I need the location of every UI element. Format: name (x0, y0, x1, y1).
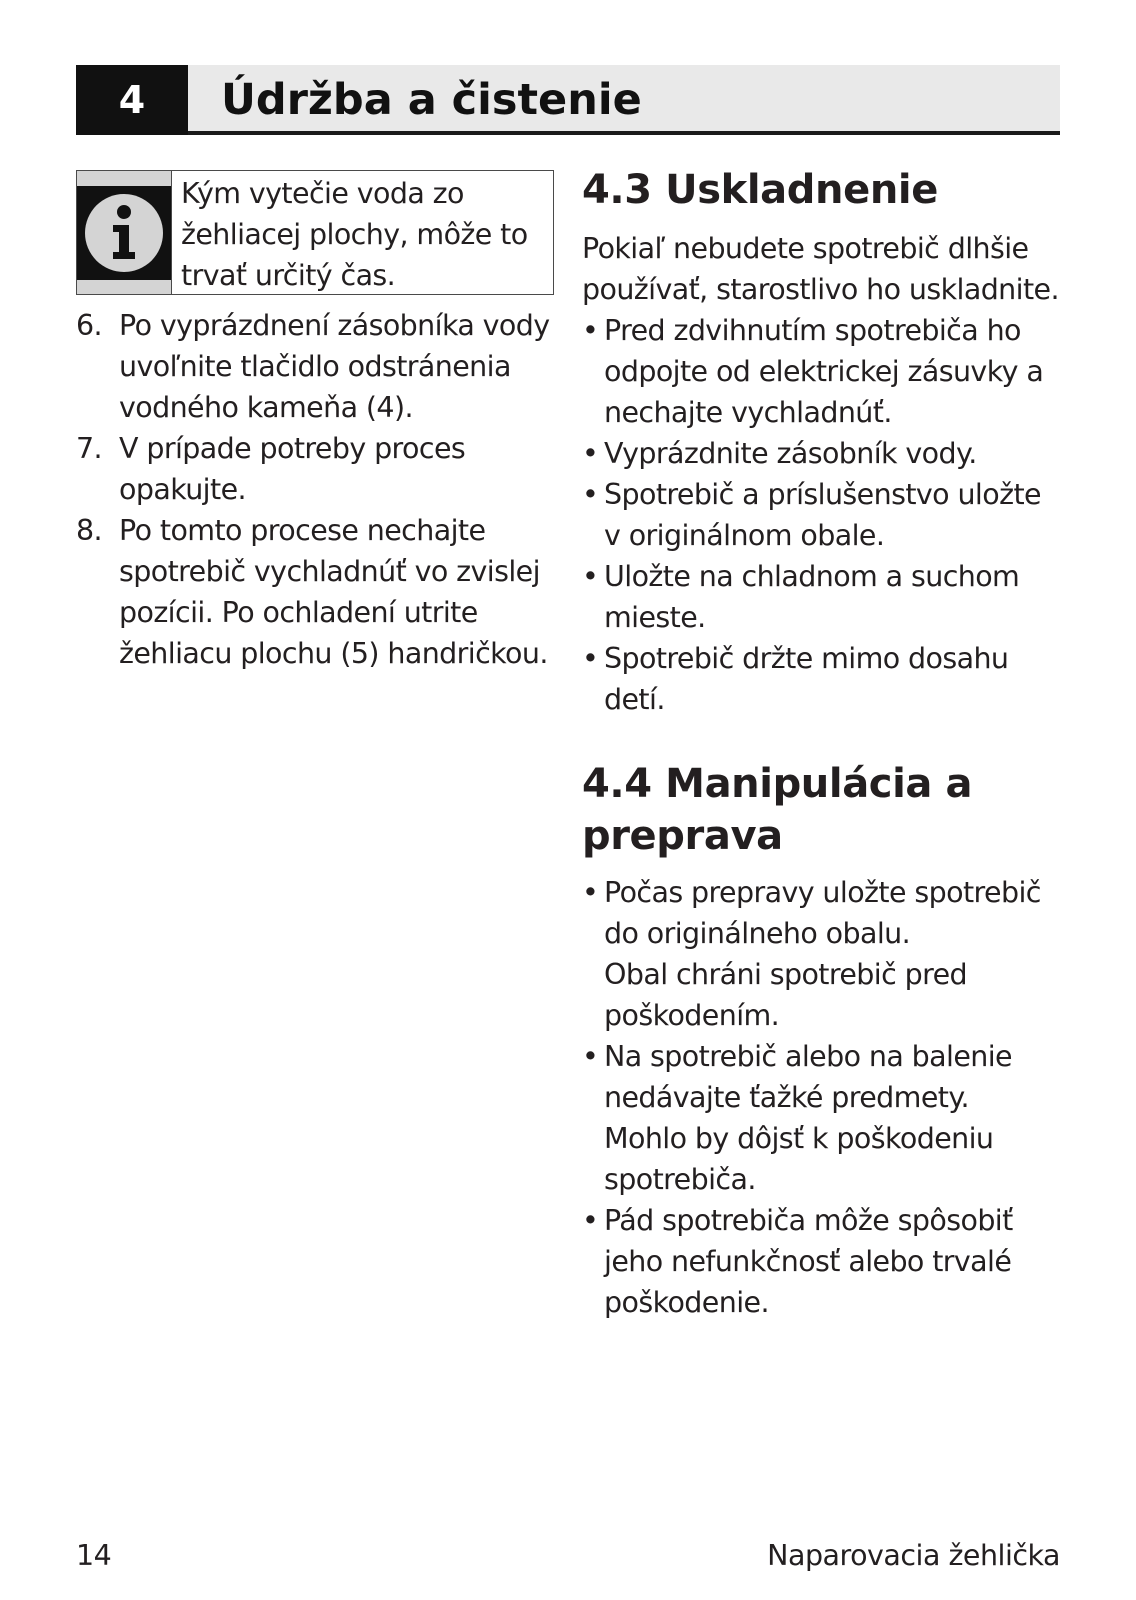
info-note-text: Kým vytečie voda zo žehliacej plochy, môže to trvať určitý čas. (181, 177, 528, 292)
chapter-number: 4 (76, 65, 188, 135)
section-intro: Pokiaľ nebudete spotrebič dlhšie používať, starostlivo ho uskladnite. (582, 232, 1059, 306)
list-item (76, 510, 566, 674)
steps-list (76, 305, 566, 674)
bullet-text-continued: Mohlo by dôjsť k poškodeniu spotrebiča. (604, 1122, 994, 1196)
section-heading-storage: 4.3 Uskladnenie (582, 167, 938, 213)
chapter-header (76, 65, 1060, 135)
bullet-dot: • (582, 314, 599, 347)
footer-document-title: Naparovacia žehlička (767, 1539, 1060, 1572)
chapter-title: Údržba a čistenie (221, 75, 642, 125)
step-text: Po tomto procese nechajte spotrebič vychladnúť vo zvislej pozícii. Po ochladení utrite žehliacu plochu (5) handričkou. (119, 514, 548, 670)
bullet-text: Vyprázdnite zásobník vody. (604, 437, 977, 470)
bullet-text: Počas prepravy uložte spotrebič do originálneho obalu. (604, 876, 1041, 950)
bullet-dot: • (582, 1204, 599, 1237)
bullet-text: Uložte na chladnom a suchom mieste. (604, 560, 1020, 634)
bullet-text: Spotrebič a príslušenstvo uložte v originálnom obale. (604, 478, 1041, 552)
info-note (76, 170, 554, 295)
bullet-dot: • (582, 478, 599, 511)
bullet-dot: • (582, 642, 599, 675)
step-number: 6. (76, 309, 102, 342)
list-item (582, 556, 1060, 638)
section-heading-handling: 4.4 Manipulácia a prepravа (582, 761, 973, 859)
right-column (582, 164, 1060, 1323)
bullet-text: Pred zdvihnutím spotrebiča ho odpojte od elektrickej zásuvky a nechajte vychladnúť. (604, 314, 1044, 429)
step-number: 7. (76, 432, 102, 465)
list-item (582, 1200, 1060, 1323)
step-text: V prípade potreby proces opakujte. (119, 432, 466, 506)
bullet-dot: • (582, 1040, 599, 1073)
list-item (582, 872, 1060, 1036)
step-text: Po vyprázdnení zásobníka vody uvoľnite tlačidlo odstránenia vodného kameňa (4). (119, 309, 550, 424)
left-column (76, 170, 566, 674)
bullet-dot: • (582, 876, 599, 909)
info-icon-graphic (83, 192, 165, 274)
handling-bullet-list (582, 872, 1060, 1323)
bullet-text: Pád spotrebiča môže spôsobiť jeho nefunkčnosť alebo trvalé poškodenie. (604, 1204, 1013, 1319)
list-item (582, 638, 1060, 720)
bullet-text: Na spotrebič alebo na balenie nedávajte ťažké predmety. (604, 1040, 1012, 1114)
page-number: 14 (76, 1539, 112, 1572)
list-item (582, 433, 1060, 474)
bullet-text-continued: Obal chráni spotrebič pred poškodením. (604, 958, 968, 1032)
info-icon (77, 186, 171, 280)
list-item (582, 310, 1060, 433)
list-item (582, 474, 1060, 556)
bullet-dot: • (582, 560, 599, 593)
list-item (582, 1036, 1060, 1200)
storage-bullet-list (582, 310, 1060, 720)
list-item (76, 428, 566, 510)
bullet-dot: • (582, 437, 599, 470)
bullet-text: Spotrebič držte mimo dosahu detí. (604, 642, 1009, 716)
list-item (76, 305, 566, 428)
step-number: 8. (76, 514, 102, 547)
info-icon-cell (77, 171, 172, 294)
